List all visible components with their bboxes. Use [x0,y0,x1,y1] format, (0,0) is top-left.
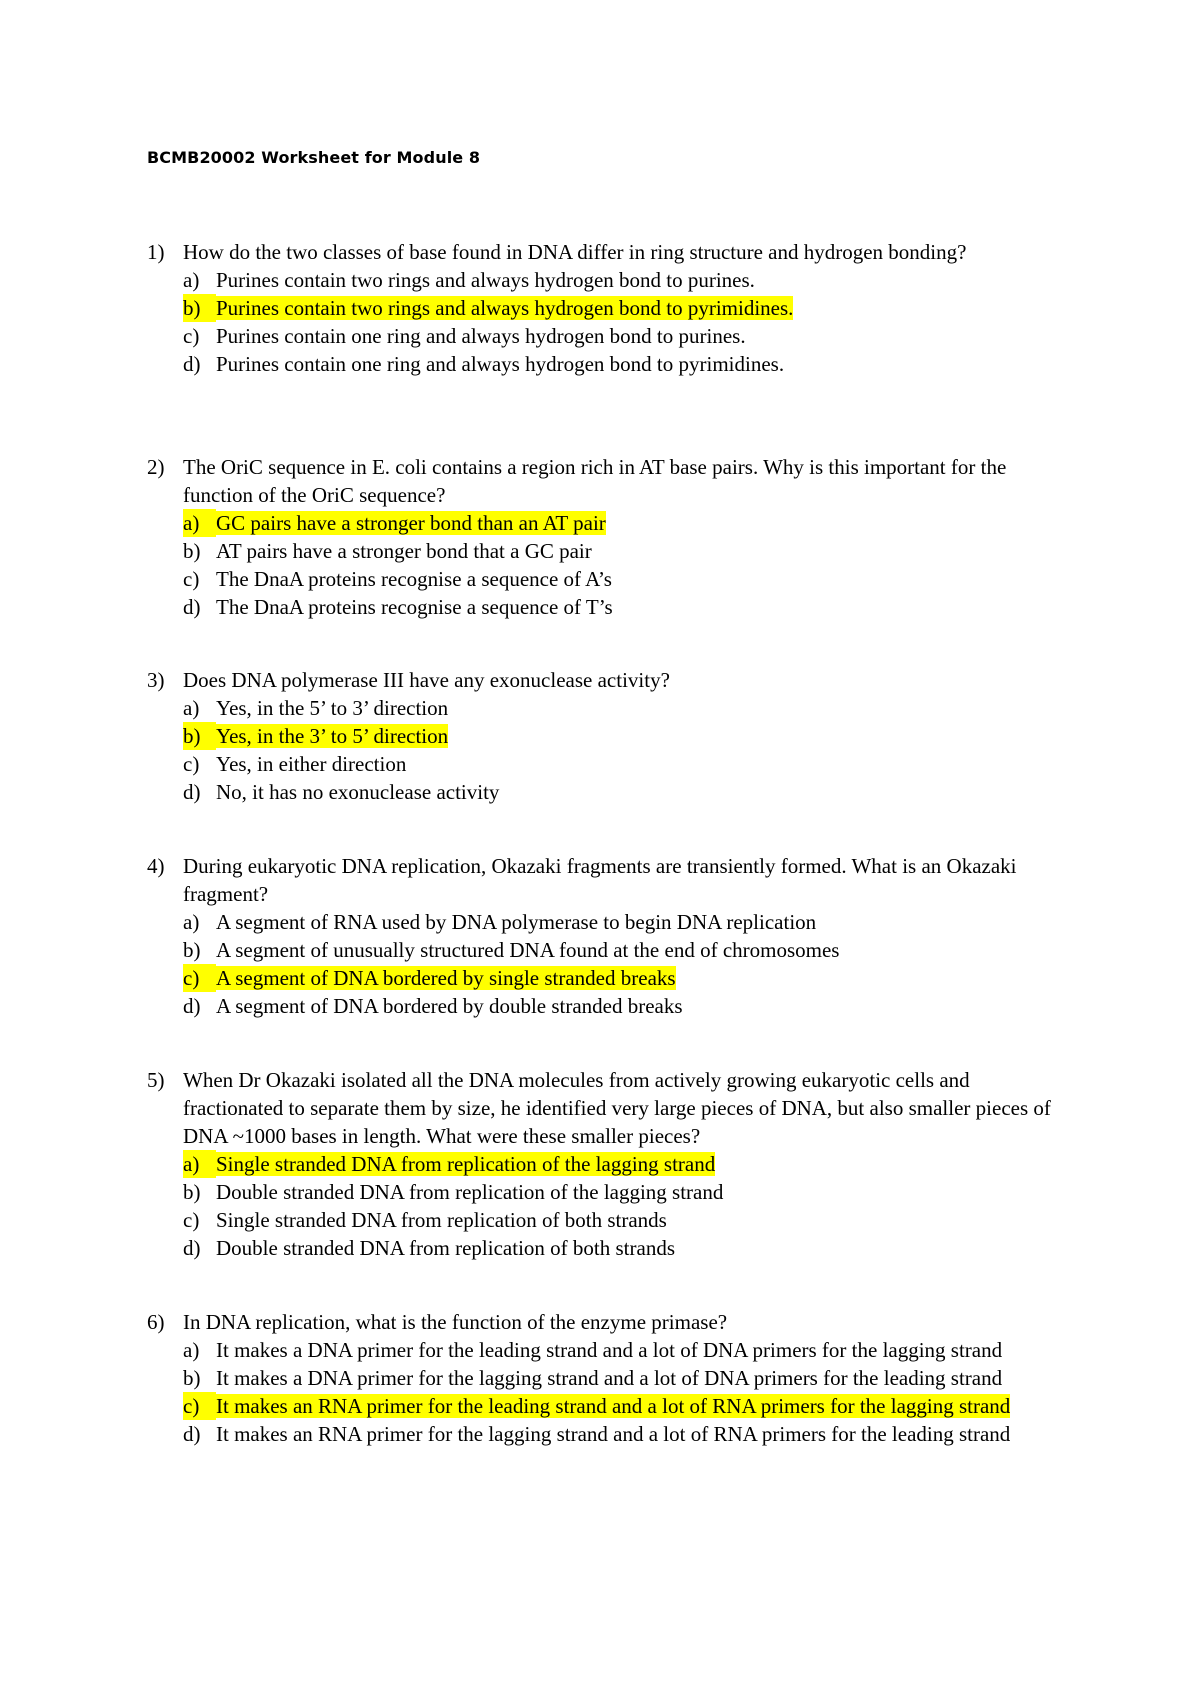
option-text: Purines contain one ring and always hydrogen bond to pyrimidines. [216,352,785,376]
option-letter: d) [183,1422,201,1446]
question-3 [147,666,1067,806]
question-5 [147,1066,1067,1262]
question-number: 5) [147,1068,165,1092]
question-row [147,238,1067,266]
question-text: Does DNA polymerase III have any exonuclease activity? [183,668,670,692]
option-letter: c) [183,1392,216,1420]
answer-option [183,1420,1067,1448]
option-text: It makes an RNA primer for the leading strand and a lot of RNA primers for the lagging strand [216,1394,1011,1418]
question-row [147,1066,1067,1150]
option-text-wrap [216,1392,1067,1420]
options-list [147,509,1067,621]
option-text-wrap [216,908,1067,936]
options-list [147,266,1067,378]
option-text-wrap [216,537,1067,565]
option-text-wrap [216,750,1067,778]
option-text: The DnaA proteins recognise a sequence of A’s [216,567,612,591]
option-text-wrap [216,565,1067,593]
option-text: Single stranded DNA from replication of both strands [216,1208,667,1232]
option-text-wrap [216,350,1067,378]
answer-option-highlighted [183,722,1067,750]
question-text: The OriC sequence in E. coli contains a region rich in AT base pairs. Why is this important for the function of the OriC sequence? [183,455,1007,507]
option-letter: b) [183,1366,201,1390]
option-text-wrap [216,722,1067,750]
option-letter: d) [183,1236,201,1260]
option-text-wrap [216,266,1067,294]
answer-option [183,694,1067,722]
option-text-wrap [216,1234,1067,1262]
option-text: A segment of unusually structured DNA found at the end of chromosomes [216,938,840,962]
option-text-wrap [216,1420,1067,1448]
answer-option-highlighted [183,1392,1067,1420]
option-text-wrap [216,992,1067,1020]
option-letter: b) [183,722,216,750]
answer-option [183,322,1067,350]
option-letter: a) [183,696,200,720]
option-letter: b) [183,539,201,563]
question-number: 2) [147,455,165,479]
question-6 [147,1308,1067,1448]
answer-option [183,936,1067,964]
option-letter: d) [183,595,201,619]
option-text: AT pairs have a stronger bond that a GC pair [216,539,592,563]
question-1 [147,238,1067,378]
question-number: 6) [147,1310,165,1334]
question-text: During eukaryotic DNA replication, Okazaki fragments are transiently formed. What is an Okazaki fragment? [183,854,1017,906]
option-text: Yes, in the 3’ to 5’ direction [216,724,449,748]
options-list [147,1150,1067,1262]
answer-option [183,350,1067,378]
answer-option [183,1206,1067,1234]
question-4 [147,852,1067,1020]
option-text: A segment of DNA bordered by single stranded breaks [216,966,676,990]
options-list [147,694,1067,806]
option-letter: d) [183,352,201,376]
answer-option [183,778,1067,806]
question-row [147,453,1067,509]
option-text: The DnaA proteins recognise a sequence of T’s [216,595,613,619]
option-text-wrap [216,322,1067,350]
option-text: Purines contain two rings and always hydrogen bond to pyrimidines. [216,296,794,320]
answer-option [183,908,1067,936]
question-row [147,1308,1067,1336]
question-row [147,852,1067,908]
option-letter: d) [183,780,201,804]
answer-option [183,565,1067,593]
option-letter: c) [183,567,200,591]
option-letter: b) [183,1180,201,1204]
option-letter: a) [183,1338,200,1362]
option-letter: a) [183,509,216,537]
option-letter: c) [183,964,216,992]
option-text-wrap [216,936,1067,964]
page-title: BCMB20002 Worksheet for Module 8 [147,148,481,167]
answer-option [183,593,1067,621]
option-text-wrap [216,294,1067,322]
option-letter: c) [183,324,200,348]
option-text-wrap [216,694,1067,722]
question-number: 1) [147,240,165,264]
option-text: It makes an RNA primer for the lagging strand and a lot of RNA primers for the leading strand [216,1422,1011,1446]
answer-option-highlighted [183,964,1067,992]
option-text-wrap [216,1206,1067,1234]
option-letter: d) [183,994,201,1018]
options-list [147,908,1067,1020]
answer-option-highlighted [183,1150,1067,1178]
option-text: Single stranded DNA from replication of the lagging strand [216,1152,716,1176]
answer-option [183,1364,1067,1392]
answer-option [183,1234,1067,1262]
option-text: A segment of RNA used by DNA polymerase to begin DNA replication [216,910,817,934]
option-text: Double stranded DNA from replication of both strands [216,1236,675,1260]
answer-option [183,266,1067,294]
option-letter: a) [183,268,200,292]
option-text-wrap [216,509,1067,537]
answer-option-highlighted [183,294,1067,322]
option-text: Purines contain one ring and always hydrogen bond to purines. [216,324,746,348]
options-list [147,1336,1067,1448]
option-text: Yes, in either direction [216,752,407,776]
question-text: How do the two classes of base found in DNA differ in ring structure and hydrogen bonding? [183,240,967,264]
answer-option [183,1336,1067,1364]
option-text: Yes, in the 5’ to 3’ direction [216,696,449,720]
option-text: It makes a DNA primer for the lagging strand and a lot of DNA primers for the leading strand [216,1366,1003,1390]
option-letter: a) [183,910,200,934]
option-text: Double stranded DNA from replication of the lagging strand [216,1180,724,1204]
option-text-wrap [216,1178,1067,1206]
option-text-wrap [216,1150,1067,1178]
option-text: Purines contain two rings and always hydrogen bond to purines. [216,268,755,292]
answer-option-highlighted [183,509,1067,537]
question-2 [147,453,1067,621]
question-row [147,666,1067,694]
option-text-wrap [216,1336,1067,1364]
option-text-wrap [216,964,1067,992]
option-text-wrap [216,778,1067,806]
option-text-wrap [216,1364,1067,1392]
option-text: GC pairs have a stronger bond than an AT pair [216,511,606,535]
option-text-wrap [216,593,1067,621]
option-letter: c) [183,752,200,776]
answer-option [183,750,1067,778]
answer-option [183,537,1067,565]
option-text: A segment of DNA bordered by double stranded breaks [216,994,683,1018]
option-letter: b) [183,938,201,962]
option-text: It makes a DNA primer for the leading strand and a lot of DNA primers for the lagging strand [216,1338,1003,1362]
answer-option [183,1178,1067,1206]
option-letter: b) [183,294,216,322]
question-number: 3) [147,668,165,692]
question-text: When Dr Okazaki isolated all the DNA molecules from actively growing eukaryotic cells and fractionated to separate them by size, he identified very large pieces of DNA, but also smaller pieces of DNA ~1000 bases in length. What were these smaller pieces? [183,1068,1051,1148]
answer-option [183,992,1067,1020]
option-text: No, it has no exonuclease activity [216,780,500,804]
question-number: 4) [147,854,165,878]
option-letter: c) [183,1208,200,1232]
option-letter: a) [183,1150,216,1178]
question-text: In DNA replication, what is the function of the enzyme primase? [183,1310,728,1334]
